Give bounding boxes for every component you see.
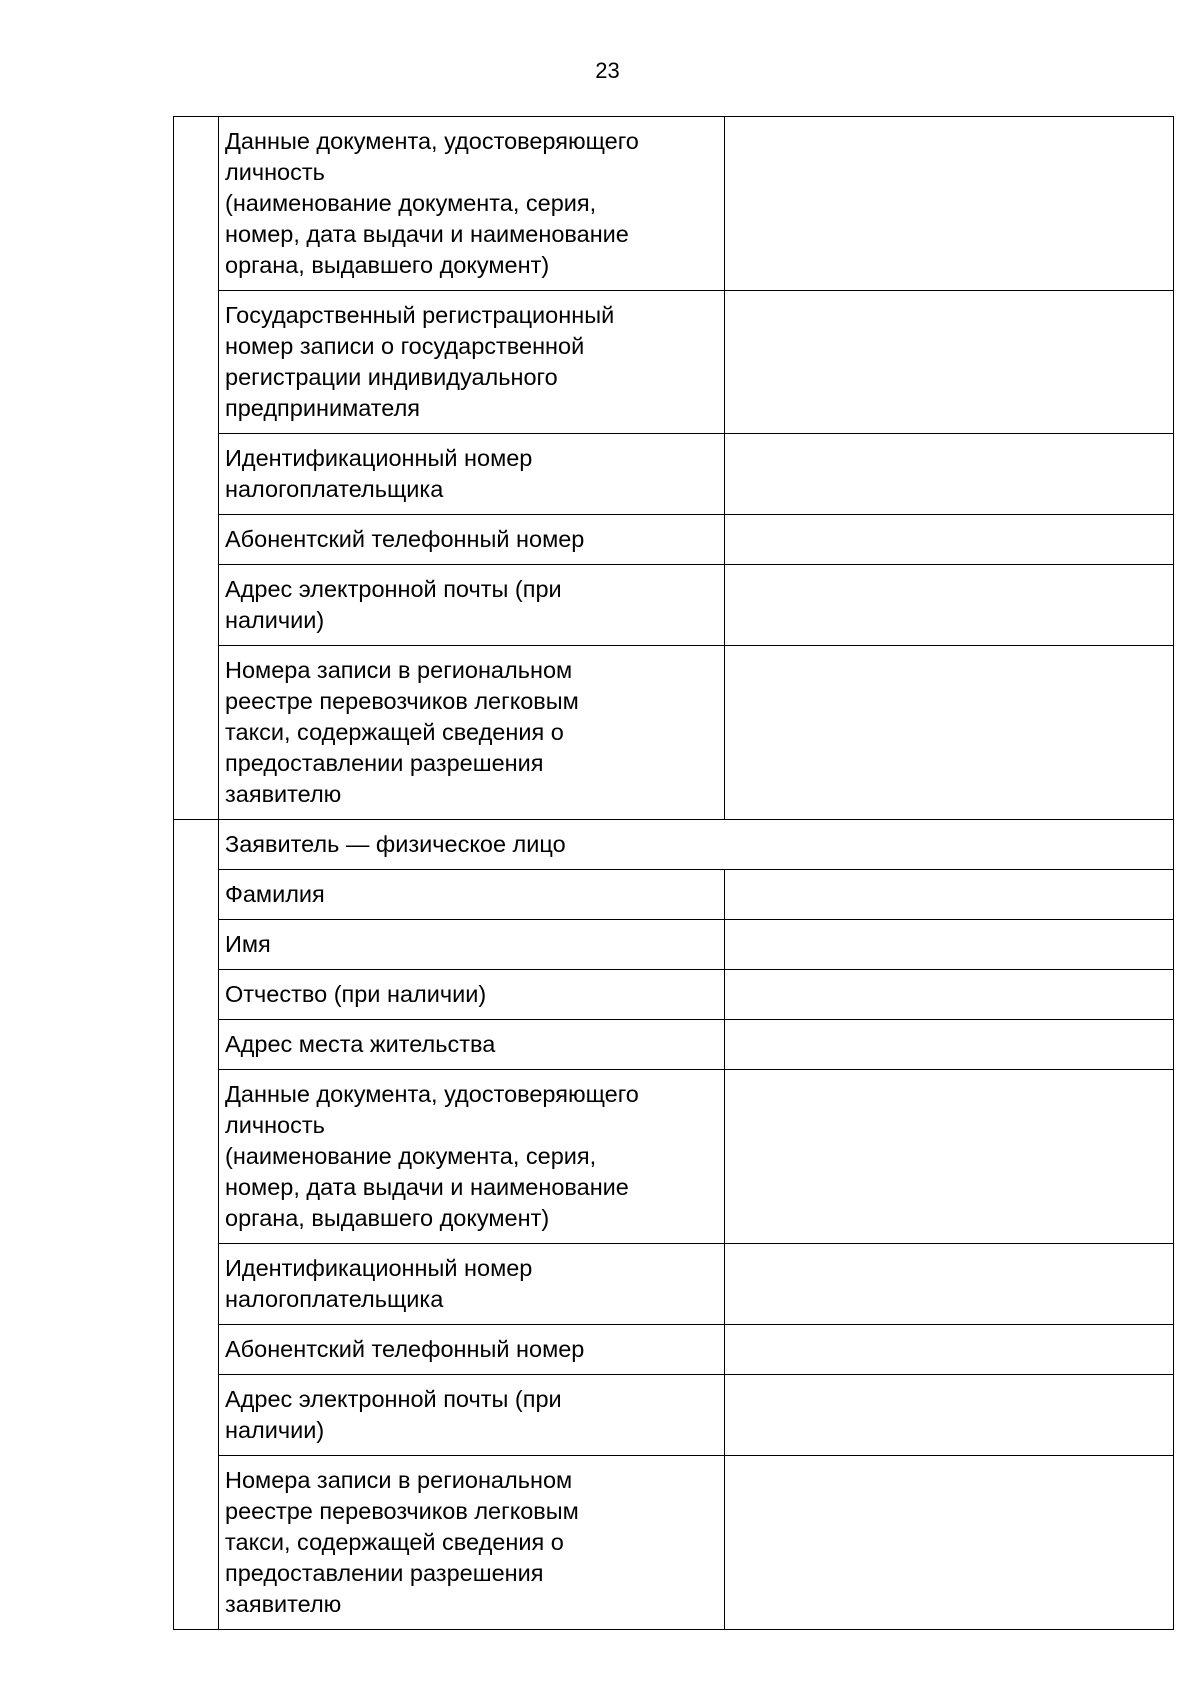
- table-row: [174, 1244, 1174, 1325]
- field-label: Идентификационный номер налогоплательщика: [225, 445, 533, 502]
- field-label-cell: [219, 1244, 725, 1325]
- field-value-cell[interactable]: [725, 870, 1174, 920]
- field-label: Данные документа, удостоверяющего личность (наименование документа, серия, номер, дата выдачи и наименование органа, выдавшего документ): [225, 128, 639, 278]
- field-label-cell: [219, 291, 725, 434]
- field-label: Адрес места жительства: [225, 1031, 496, 1057]
- table-row: [174, 646, 1174, 820]
- field-value-cell[interactable]: [725, 117, 1174, 291]
- table-row: [174, 565, 1174, 646]
- field-label: Фамилия: [225, 881, 325, 907]
- field-value-cell[interactable]: [725, 1244, 1174, 1325]
- table-row: [174, 970, 1174, 1020]
- table-row: [174, 870, 1174, 920]
- table-row: [174, 434, 1174, 515]
- field-label-cell: [219, 565, 725, 646]
- field-label: Идентификационный номер налогоплательщика: [225, 1255, 533, 1312]
- field-value-cell[interactable]: [725, 515, 1174, 565]
- field-label: Данные документа, удостоверяющего личность (наименование документа, серия, номер, дата выдачи и наименование органа, выдавшего документ): [225, 1081, 639, 1231]
- field-value-cell[interactable]: [725, 1325, 1174, 1375]
- field-value-cell[interactable]: [725, 1375, 1174, 1456]
- field-label: Адрес электронной почты (при наличии): [225, 1386, 562, 1443]
- table-row: [174, 1325, 1174, 1375]
- field-label-cell: [219, 970, 725, 1020]
- section-number-cell: [174, 117, 219, 820]
- field-value-cell[interactable]: [725, 434, 1174, 515]
- field-value-cell[interactable]: [725, 1020, 1174, 1070]
- table-row: [174, 1070, 1174, 1244]
- section-number-cell: [174, 820, 219, 1630]
- field-label-cell: [219, 434, 725, 515]
- field-label-cell: [219, 1070, 725, 1244]
- field-label: Отчество (при наличии): [225, 981, 487, 1007]
- field-label-cell: [219, 646, 725, 820]
- field-label: Номера записи в региональном реестре перевозчиков легковым такси, содержащей сведения о предоставлении разрешения заявителю: [225, 657, 579, 807]
- section-header-row: [174, 820, 1174, 870]
- field-label-cell: [219, 1020, 725, 1070]
- field-label: Абонентский телефонный номер: [225, 1336, 585, 1362]
- field-value-cell[interactable]: [725, 1456, 1174, 1630]
- field-value-cell[interactable]: [725, 646, 1174, 820]
- field-value-cell[interactable]: [725, 565, 1174, 646]
- page-number: 23: [595, 58, 620, 83]
- field-label-cell: [219, 1325, 725, 1375]
- table-row: [174, 1456, 1174, 1630]
- field-label-cell: [219, 870, 725, 920]
- application-form-table: [173, 116, 1174, 1630]
- field-label: Номера записи в региональном реестре перевозчиков легковым такси, содержащей сведения о предоставлении разрешения заявителю: [225, 1467, 579, 1617]
- table-row: [174, 1020, 1174, 1070]
- field-label-cell: [219, 1375, 725, 1456]
- field-label: Имя: [225, 931, 271, 957]
- field-value-cell[interactable]: [725, 970, 1174, 1020]
- section-header: Заявитель — физическое лицо: [225, 831, 566, 857]
- table-row: [174, 117, 1174, 291]
- field-value-cell[interactable]: [725, 1070, 1174, 1244]
- field-label-cell: [219, 1456, 725, 1630]
- field-label-cell: [219, 515, 725, 565]
- section-header-cell: [219, 820, 1174, 870]
- field-value-cell[interactable]: [725, 920, 1174, 970]
- field-label: Абонентский телефонный номер: [225, 526, 585, 552]
- field-label-cell: [219, 117, 725, 291]
- field-label: Адрес электронной почты (при наличии): [225, 576, 562, 633]
- field-value-cell[interactable]: [725, 291, 1174, 434]
- field-label-cell: [219, 920, 725, 970]
- table-row: [174, 515, 1174, 565]
- table-row: [174, 291, 1174, 434]
- table-row: [174, 920, 1174, 970]
- field-label: Государственный регистрационный номер записи о государственной регистрации индивидуального предпринимателя: [225, 302, 615, 421]
- table-row: [174, 1375, 1174, 1456]
